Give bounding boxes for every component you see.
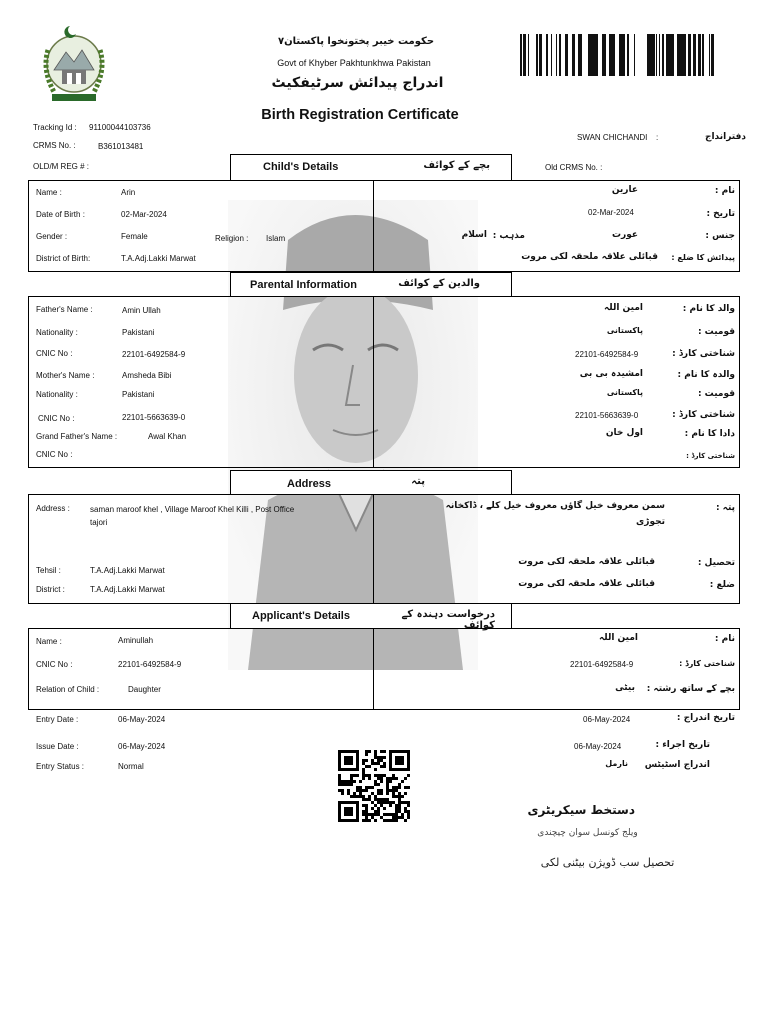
applicant-name-value: Aminullah bbox=[118, 636, 154, 645]
father-cnic-value-ur: 22101-6492584-9 bbox=[575, 350, 639, 359]
entry-status-value-ur: نارمل bbox=[605, 759, 628, 768]
child-dob-value-ur: 02-Mar-2024 bbox=[588, 208, 634, 217]
tehsil-label: Tehsil : bbox=[36, 566, 61, 575]
parental-info-box bbox=[28, 296, 740, 468]
address-divider bbox=[373, 494, 374, 604]
father-nationality-value: Pakistani bbox=[122, 328, 155, 337]
child-gender-label-ur: جنس : bbox=[705, 231, 735, 241]
relation-label-ur: بچے کے ساتھ رشتہ : bbox=[646, 684, 735, 694]
certificate-title-urdu: اندراج پیدائش سرٹیفکیٹ bbox=[271, 75, 444, 91]
tehsil-value: T.A.Adj.Lakki Marwat bbox=[90, 566, 165, 575]
applicant-divider bbox=[373, 628, 374, 710]
address-header bbox=[230, 470, 512, 495]
district-value-ur: قبائلی علاقہ ملحقہ لکی مروت bbox=[518, 579, 655, 589]
grandfather-cnic-label: CNIC No : bbox=[36, 450, 73, 459]
grandfather-name-label-ur: دادا کا نام : bbox=[684, 429, 735, 439]
issue-date-value: 06-May-2024 bbox=[118, 742, 166, 751]
barcode bbox=[520, 34, 715, 76]
father-name-value-ur: امین اللہ bbox=[604, 303, 643, 313]
child-gender-value: Female bbox=[121, 232, 148, 241]
mother-cnic-label: CNIC No : bbox=[38, 414, 75, 423]
child-religion-label-ur: مذہب : bbox=[492, 231, 525, 241]
applicant-header-en: Applicant's Details bbox=[252, 610, 350, 622]
address-line-2: tajori bbox=[90, 518, 108, 527]
child-district-label-ur: پیدائش کا ضلع : bbox=[671, 253, 735, 262]
tehsil-label-ur: تحصیل : bbox=[697, 558, 735, 568]
entry-date-value-ur: 06-May-2024 bbox=[583, 715, 631, 724]
entry-date-label: Entry Date : bbox=[36, 715, 79, 724]
address-header-en: Address bbox=[287, 478, 332, 490]
mother-name-label-ur: والدہ کا نام : bbox=[677, 370, 735, 380]
child-religion-value-ur: اسلام bbox=[461, 230, 487, 240]
child-name-value: Arin bbox=[121, 188, 136, 197]
grandfather-name-value: Awal Khan bbox=[148, 432, 187, 441]
relation-value-ur: بیٹی bbox=[615, 683, 635, 693]
kp-emblem bbox=[34, 20, 114, 106]
applicant-cnic-label: CNIC No : bbox=[36, 660, 73, 669]
registry-office-english: SWAN CHICHANDI bbox=[577, 133, 648, 142]
mother-nationality-value-ur: پاکستانی bbox=[606, 388, 643, 397]
district-label-ur: ضلع : bbox=[709, 580, 735, 590]
certificate-title-english: Birth Registration Certificate bbox=[261, 107, 459, 123]
qr-code bbox=[338, 750, 410, 822]
signature-line-2: تحصیل سب ڈویژن بیٹنی لکی bbox=[540, 856, 675, 869]
address-line-1: saman maroof khel , Village Maroof Khel Killi , Post Office bbox=[90, 505, 295, 514]
mother-cnic-value: 22101-5663639-0 bbox=[122, 413, 186, 422]
child-district-label: District of Birth: bbox=[36, 254, 91, 263]
address-line-2-ur: تجوڑی bbox=[636, 517, 665, 527]
mother-cnic-value-ur: 22101-5663639-0 bbox=[575, 411, 639, 420]
applicant-cnic-value: 22101-6492584-9 bbox=[118, 660, 182, 669]
father-nationality-label: Nationality : bbox=[36, 328, 78, 337]
child-details-header-en: Child's Details bbox=[263, 161, 339, 173]
entry-status-label: Entry Status : bbox=[36, 762, 85, 771]
parental-divider bbox=[373, 296, 374, 468]
grandfather-name-label: Grand Father's Name : bbox=[36, 432, 118, 441]
entry-date-value: 06-May-2024 bbox=[118, 715, 166, 724]
parental-info-header-en: Parental Information bbox=[250, 279, 357, 291]
entry-status-value: Normal bbox=[118, 762, 144, 771]
address-header-ur: پتہ bbox=[411, 476, 425, 487]
mother-nationality-label-ur: قومیت : bbox=[697, 389, 735, 399]
father-nationality-label-ur: قومیت : bbox=[697, 327, 735, 337]
child-dob-label: Date of Birth : bbox=[36, 210, 85, 219]
district-value: T.A.Adj.Lakki Marwat bbox=[90, 585, 165, 594]
crms-value: B361013481 bbox=[98, 142, 144, 151]
child-dob-value: 02-Mar-2024 bbox=[121, 210, 167, 219]
issue-date-value-ur: 06-May-2024 bbox=[574, 742, 622, 751]
applicant-cnic-label-ur: شناختی کارڈ : bbox=[679, 659, 735, 668]
registry-office-separator: : bbox=[656, 133, 659, 142]
grandfather-name-value-ur: اول خان bbox=[605, 428, 643, 438]
relation-value: Daughter bbox=[128, 685, 161, 694]
entry-date-label-ur: تاریخ اندراج : bbox=[676, 713, 735, 723]
mother-name-label: Mother's Name : bbox=[36, 371, 95, 380]
child-divider bbox=[373, 180, 374, 272]
old-m-reg-label: OLD/M REG # : bbox=[33, 162, 90, 171]
mother-name-value: Amsheda Bibi bbox=[122, 371, 172, 380]
parental-info-header-ur: والدین کے کوائف bbox=[398, 278, 480, 289]
old-crms-label: Old CRMS No. : bbox=[545, 163, 603, 172]
mother-cnic-label-ur: شناختی کارڈ : bbox=[672, 410, 735, 420]
child-name-label: Name : bbox=[36, 188, 62, 197]
tracking-id-value: 9110004410373​6 bbox=[89, 123, 151, 132]
gov-title-urdu: حکومت خیبر پختونخوا پاکستان۷ bbox=[277, 36, 435, 47]
applicant-name-value-ur: امین اللہ bbox=[599, 633, 638, 643]
father-name-value: Amin Ullah bbox=[122, 306, 161, 315]
issue-date-label-ur: تاریخ اجراء : bbox=[655, 740, 710, 750]
child-gender-value-ur: عورت bbox=[611, 230, 638, 240]
father-name-label-ur: والد کا نام : bbox=[682, 304, 735, 314]
address-label: Address : bbox=[36, 504, 70, 513]
child-details-header-ur: بچے کے کوائف bbox=[423, 160, 490, 171]
father-name-label: Father's Name : bbox=[36, 305, 93, 314]
child-district-value-ur: قبائلی علاقہ ملحقہ لکی مروت bbox=[521, 252, 658, 262]
applicant-cnic-value-ur: 22101-6492584-9 bbox=[570, 660, 634, 669]
child-district-value: T.A.Adj.Lakki Marwat bbox=[121, 254, 196, 263]
issue-date-label: Issue Date : bbox=[36, 742, 79, 751]
mother-nationality-label: Nationality : bbox=[36, 390, 78, 399]
child-religion-value: Islam bbox=[266, 234, 286, 243]
mother-nationality-value: Pakistani bbox=[122, 390, 155, 399]
district-label: District : bbox=[36, 585, 65, 594]
relation-label: Relation of Child : bbox=[36, 685, 100, 694]
child-name-value-ur: عارین bbox=[611, 185, 638, 195]
signature-line-1: ویلج کونسل سوان چیچندی bbox=[537, 828, 638, 838]
registry-office-urdu: دفترانداج bbox=[704, 132, 746, 142]
applicant-header-ur: درخواست دہندہ کے کوائف bbox=[401, 609, 495, 631]
father-cnic-value: 22101-6492584-9 bbox=[122, 350, 186, 359]
address-label-ur: پتہ : bbox=[715, 503, 735, 513]
applicant-name-label: Name : bbox=[36, 637, 62, 646]
child-dob-label-ur: تاریخ : bbox=[706, 209, 735, 219]
father-cnic-label-ur: شناختی کارڈ : bbox=[672, 349, 735, 359]
entry-status-label-ur: اندراج اسٹیٹس bbox=[644, 760, 710, 770]
tracking-id-label: Tracking Id : bbox=[33, 123, 77, 132]
father-nationality-value-ur: پاکستانی bbox=[606, 326, 643, 335]
applicant-name-label-ur: نام : bbox=[714, 634, 735, 644]
mother-name-value-ur: امشیدہ بی بی bbox=[579, 369, 643, 379]
child-religion-label: Religion : bbox=[215, 234, 249, 243]
tehsil-value-ur: قبائلی علاقہ ملحقہ لکی مروت bbox=[518, 557, 655, 567]
child-gender-label: Gender : bbox=[36, 232, 68, 241]
grandfather-cnic-label-ur: شناختی کارڈ : bbox=[686, 452, 735, 460]
crms-label: CRMS No. : bbox=[33, 141, 76, 150]
gov-title-english: Govt of Khyber Pakhtunkhwa Pakistan bbox=[277, 58, 431, 68]
address-line-1-ur: سمن معروف خیل گاؤں معروف خیل کلے ، ڈاکخانہ bbox=[445, 501, 665, 511]
child-name-label-ur: نام : bbox=[714, 186, 735, 196]
signature-title: دستخط سیکریٹری bbox=[527, 803, 635, 817]
father-cnic-label: CNIC No : bbox=[36, 349, 73, 358]
